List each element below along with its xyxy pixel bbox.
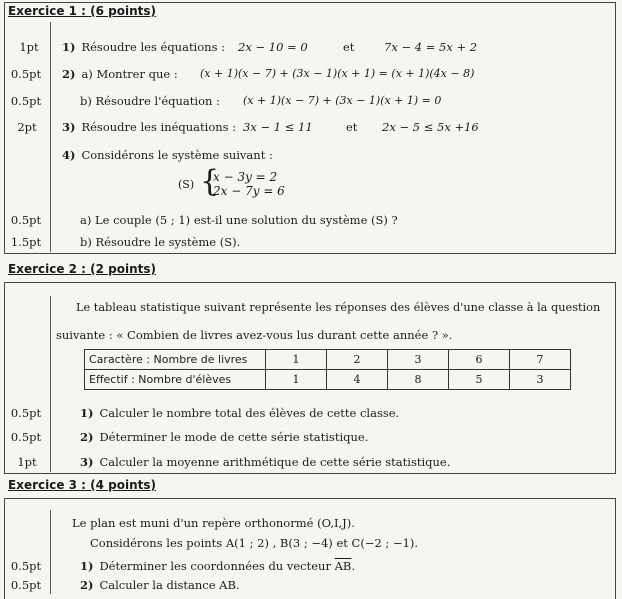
stat-table — [84, 349, 571, 390]
ex1-q4a-points: 0.5pt — [10, 213, 42, 227]
table-row — [85, 350, 571, 370]
table-cell: 1 — [266, 350, 327, 370]
ex3-intro-line1: Le plan est muni d'un repère orthonormé (O,I,J). — [72, 516, 355, 530]
ex1-q3-sep: et — [346, 120, 358, 134]
ex1-sys — [213, 170, 285, 198]
ex1-q1-eq1: 2x − 10 = 0 — [238, 40, 308, 54]
ex1-q1-sep: et — [343, 40, 355, 54]
ex2-q2-points: 0.5pt — [10, 430, 42, 444]
vector-ab: $\overline{AB}$ — [334, 559, 352, 573]
ex2-intro-line1: Le tableau statistique suivant représente les réponses des élèves d'une classe à la question — [76, 301, 601, 314]
table-cell: 5 — [449, 370, 510, 390]
ex1-q2b: b) Résoudre l'équation : — [80, 94, 220, 108]
ex1-title: Exercice 1 : (6 points) — [8, 4, 157, 18]
ex2-intro-line2: suivante : « Combien de livres avez-vous lus durant cette année ? ». — [56, 328, 453, 342]
ex3-intro-line2: Considérons les points A(1 ; 2) , B(3 ; −4) et C(−2 ; −1). — [90, 536, 419, 550]
ex1-q1: 1) Résoudre les équations : — [62, 40, 226, 54]
ex1-q2a: 2) a) Montrer que : — [62, 67, 178, 81]
ex2-q1-points: 0.5pt — [10, 406, 42, 420]
ex2-q1: 1) Calculer le nombre total des élèves de cette classe. — [80, 406, 400, 420]
ex1-q4b: b) Résoudre le système (S). — [80, 235, 241, 249]
ex1-q4b-points: 1.5pt — [10, 235, 42, 249]
ex1-q2b-points: 0.5pt — [10, 94, 42, 108]
ex1-sys-line1: x − 3y = 2 — [213, 170, 278, 184]
table-cell: 2 — [327, 350, 388, 370]
table-cell: 3 — [510, 370, 571, 390]
ex3-margin-line — [50, 510, 51, 594]
ex3-q1-points: 0.5pt — [10, 559, 42, 573]
ex2-q3: 3) Calculer la moyenne arithmétique de cette série statistique. — [80, 455, 451, 469]
ex1-sys-line2: 2x − 7y = 6 — [213, 184, 285, 198]
ex1-q2a-eq: (x + 1)(x − 7) + (3x − 1)(x + 1) = (x + 1)(4x − 8) — [200, 67, 475, 80]
ex1-q3-ineq2: 2x − 5 ≤ 5x +16 — [382, 120, 479, 134]
ex1-q3: 3) Résoudre les inéquations : — [62, 120, 237, 134]
ex1-q4a: a) Le couple (5 ; 1) est-il une solution du système (S) ? — [80, 213, 398, 227]
ex1-q4: 4) Considérons le système suivant : — [62, 148, 273, 162]
ex3-q1: 1) Déterminer les coordonnées du vecteur $\overline{AB}$. — [80, 559, 356, 573]
ex1-q1-points: 1pt — [19, 40, 39, 54]
ex2-title: Exercice 2 : (2 points) — [8, 262, 157, 276]
ex3-title: Exercice 3 : (4 points) — [8, 478, 157, 492]
ex1-q1-eq2: 7x − 4 = 5x + 2 — [384, 40, 478, 54]
ex1-sys-label: (S) — [178, 178, 195, 191]
table-cell: Caractère : Nombre de livres — [85, 350, 266, 370]
ex1-q3-points: 2pt — [17, 120, 37, 134]
table-cell: Effectif : Nombre d'élèves — [85, 370, 266, 390]
ex1-sys-brace: { — [200, 164, 220, 199]
table-cell: 3 — [388, 350, 449, 370]
ex3-q2: 2) Calculer la distance AB. — [80, 578, 240, 592]
ex2-q3-points: 1pt — [17, 455, 37, 469]
ex3-q2-points: 0.5pt — [10, 578, 42, 592]
table-cell: 7 — [510, 350, 571, 370]
ex2-q2: 2) Déterminer le mode de cette série statistique. — [80, 430, 369, 444]
table-cell: 1 — [266, 370, 327, 390]
ex1-q2a-points: 0.5pt — [10, 67, 42, 81]
ex1-q3-ineq1: 3x − 1 ≤ 11 — [243, 120, 313, 134]
table-cell: 4 — [327, 370, 388, 390]
ex1-q2b-eq: (x + 1)(x − 7) + (3x − 1)(x + 1) = 0 — [243, 94, 442, 107]
table-cell: 8 — [388, 370, 449, 390]
ex2-margin-line — [50, 296, 51, 472]
ex1-margin-line — [50, 22, 51, 252]
table-row — [85, 370, 571, 390]
table-cell: 6 — [449, 350, 510, 370]
